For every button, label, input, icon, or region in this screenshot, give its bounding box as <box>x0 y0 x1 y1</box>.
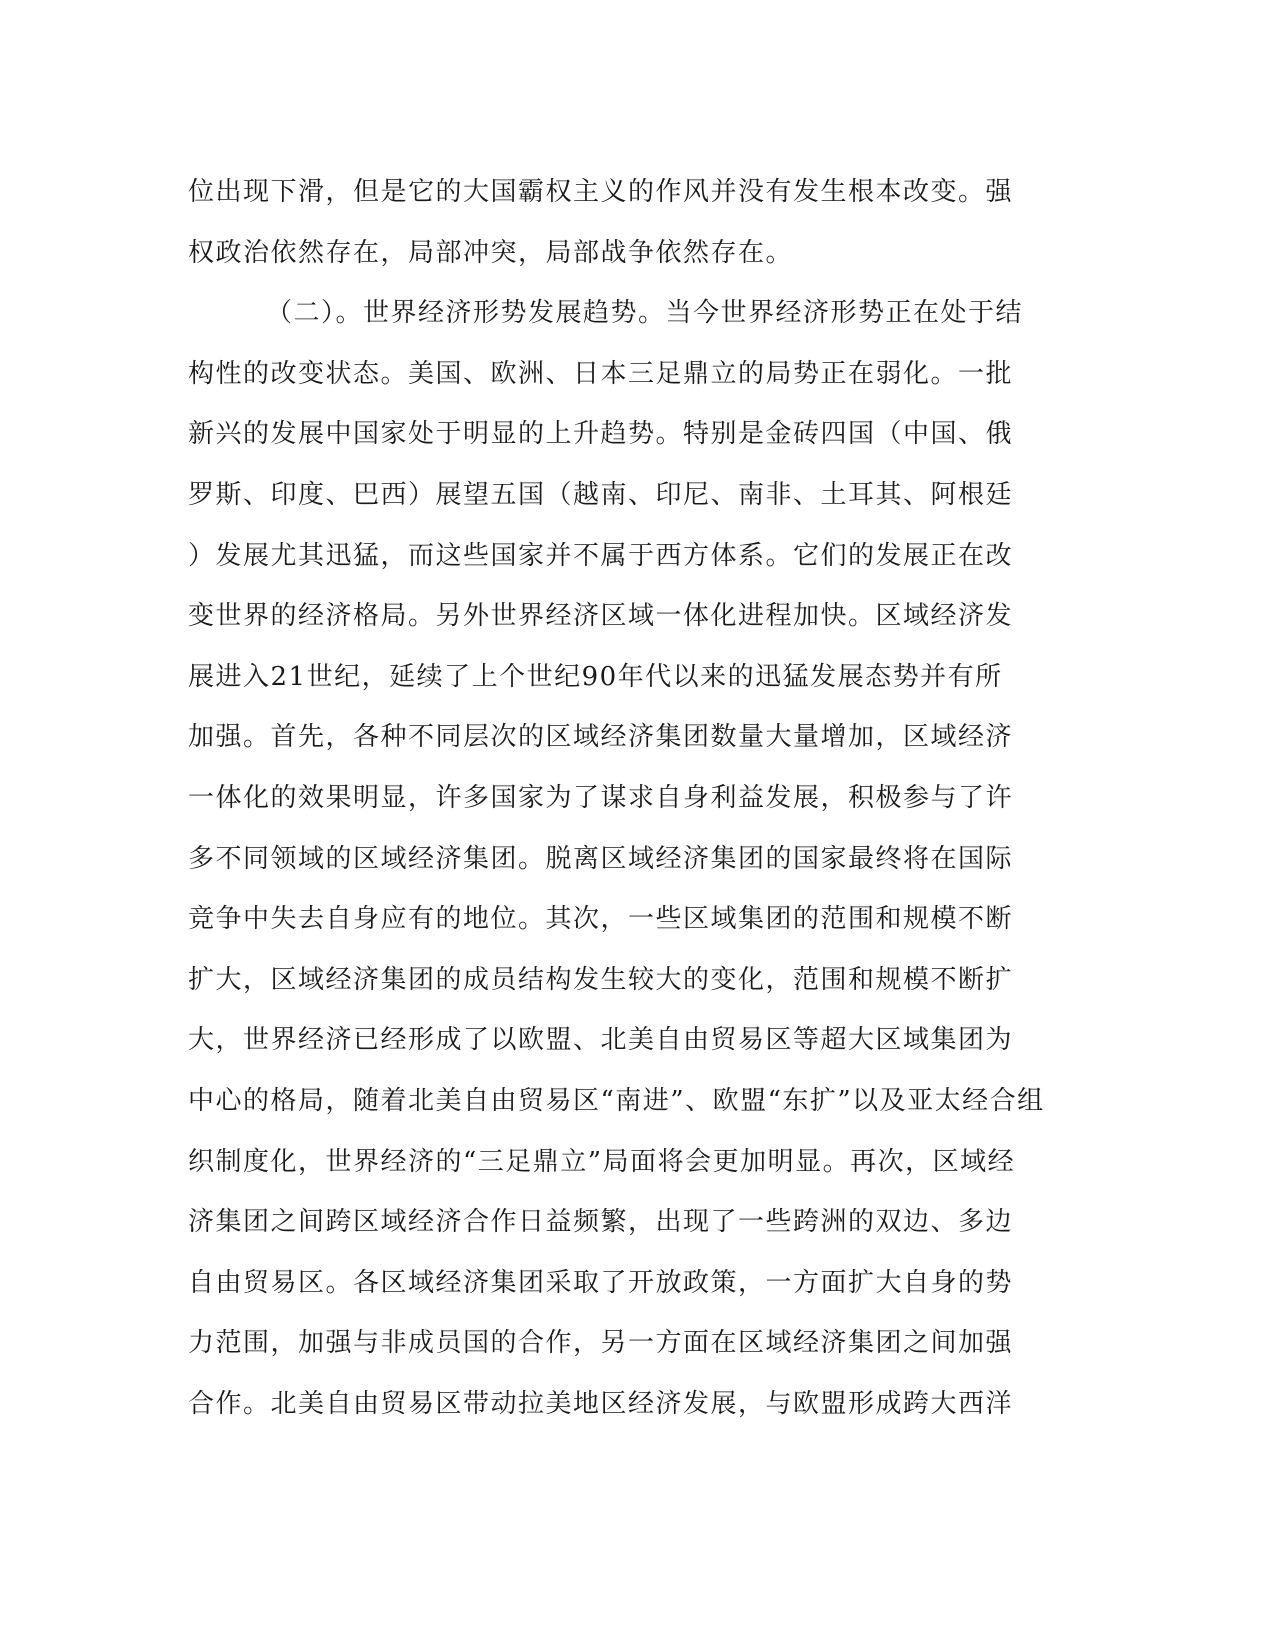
text-line: 大，世界经济已经形成了以欧盟、北美自由贸易区等超大区域集团为 <box>188 1025 1014 1056</box>
text-line: 中心的格局，随着北美自由贸易区“南进”、欧盟“东扩”以及亚太经合组 <box>188 1085 1045 1116</box>
text-line: 变世界的经济格局。另外世界经济区域一体化进程加快。区域经济发 <box>188 601 1014 632</box>
text-line: 位出现下滑，但是它的大国霸权主义的作风并没有发生根本改变。强 <box>188 177 1014 207</box>
text-line: 罗斯、印度、巴西）展望五国（越南、印尼、南非、土耳其、阿根廷 <box>188 479 1014 510</box>
text-line: 济集团之间跨区域经济合作日益频繁，出现了一些跨洲的双边、多边 <box>188 1207 1014 1238</box>
text-line: 权政治依然存在，局部冲突，局部战争依然存在。 <box>188 237 794 268</box>
text-line: 织制度化，世界经济的“三足鼎立”局面将会更加明显。再次，区域经 <box>188 1146 1016 1177</box>
text-line: 新兴的发展中国家处于明显的上升趋势。特别是金砖四国（中国、俄 <box>188 419 1014 450</box>
text-line: 多不同领域的区域经济集团。脱离区域经济集团的国家最终将在国际 <box>188 843 1014 874</box>
text-line: 加强。首先，各种不同层次的区域经济集团数量大量增加，区域经济 <box>188 722 1014 753</box>
text-line: ）发展尤其迅猛，而这些国家并不属于西方体系。它们的发展正在改 <box>188 540 1014 571</box>
text-line: 一体化的效果明显，许多国家为了谋求自身利益发展，积极参与了许 <box>188 782 1014 813</box>
text-line: 自由贸易区。各区域经济集团采取了开放政策，一方面扩大自身的势 <box>188 1267 1014 1298</box>
text-line: 展进入21世纪，延续了上个世纪90年代以来的迅猛发展态势并有所 <box>188 661 1003 692</box>
text-line: 力范围，加强与非成员国的合作，另一方面在区域经济集团之间加强 <box>188 1328 1014 1359</box>
text-line: 构性的改变状态。美国、欧洲、日本三足鼎立的局势正在弱化。一批 <box>188 358 1014 389</box>
text-line: 竞争中失去自身应有的地位。其次，一些区域集团的范围和规模不断 <box>188 904 1014 935</box>
body-text <box>188 162 1088 1434</box>
text-line: 合作。北美自由贸易区带动拉美地区经济发展，与欧盟形成跨大西洋 <box>188 1388 1014 1419</box>
section-heading-line: （二）。世界经济形势发展趋势。当今世界经济形势正在处于结 <box>266 298 1024 329</box>
text-line: 扩大，区域经济集团的成员结构发生较大的变化，范围和规模不断扩 <box>188 964 1014 995</box>
